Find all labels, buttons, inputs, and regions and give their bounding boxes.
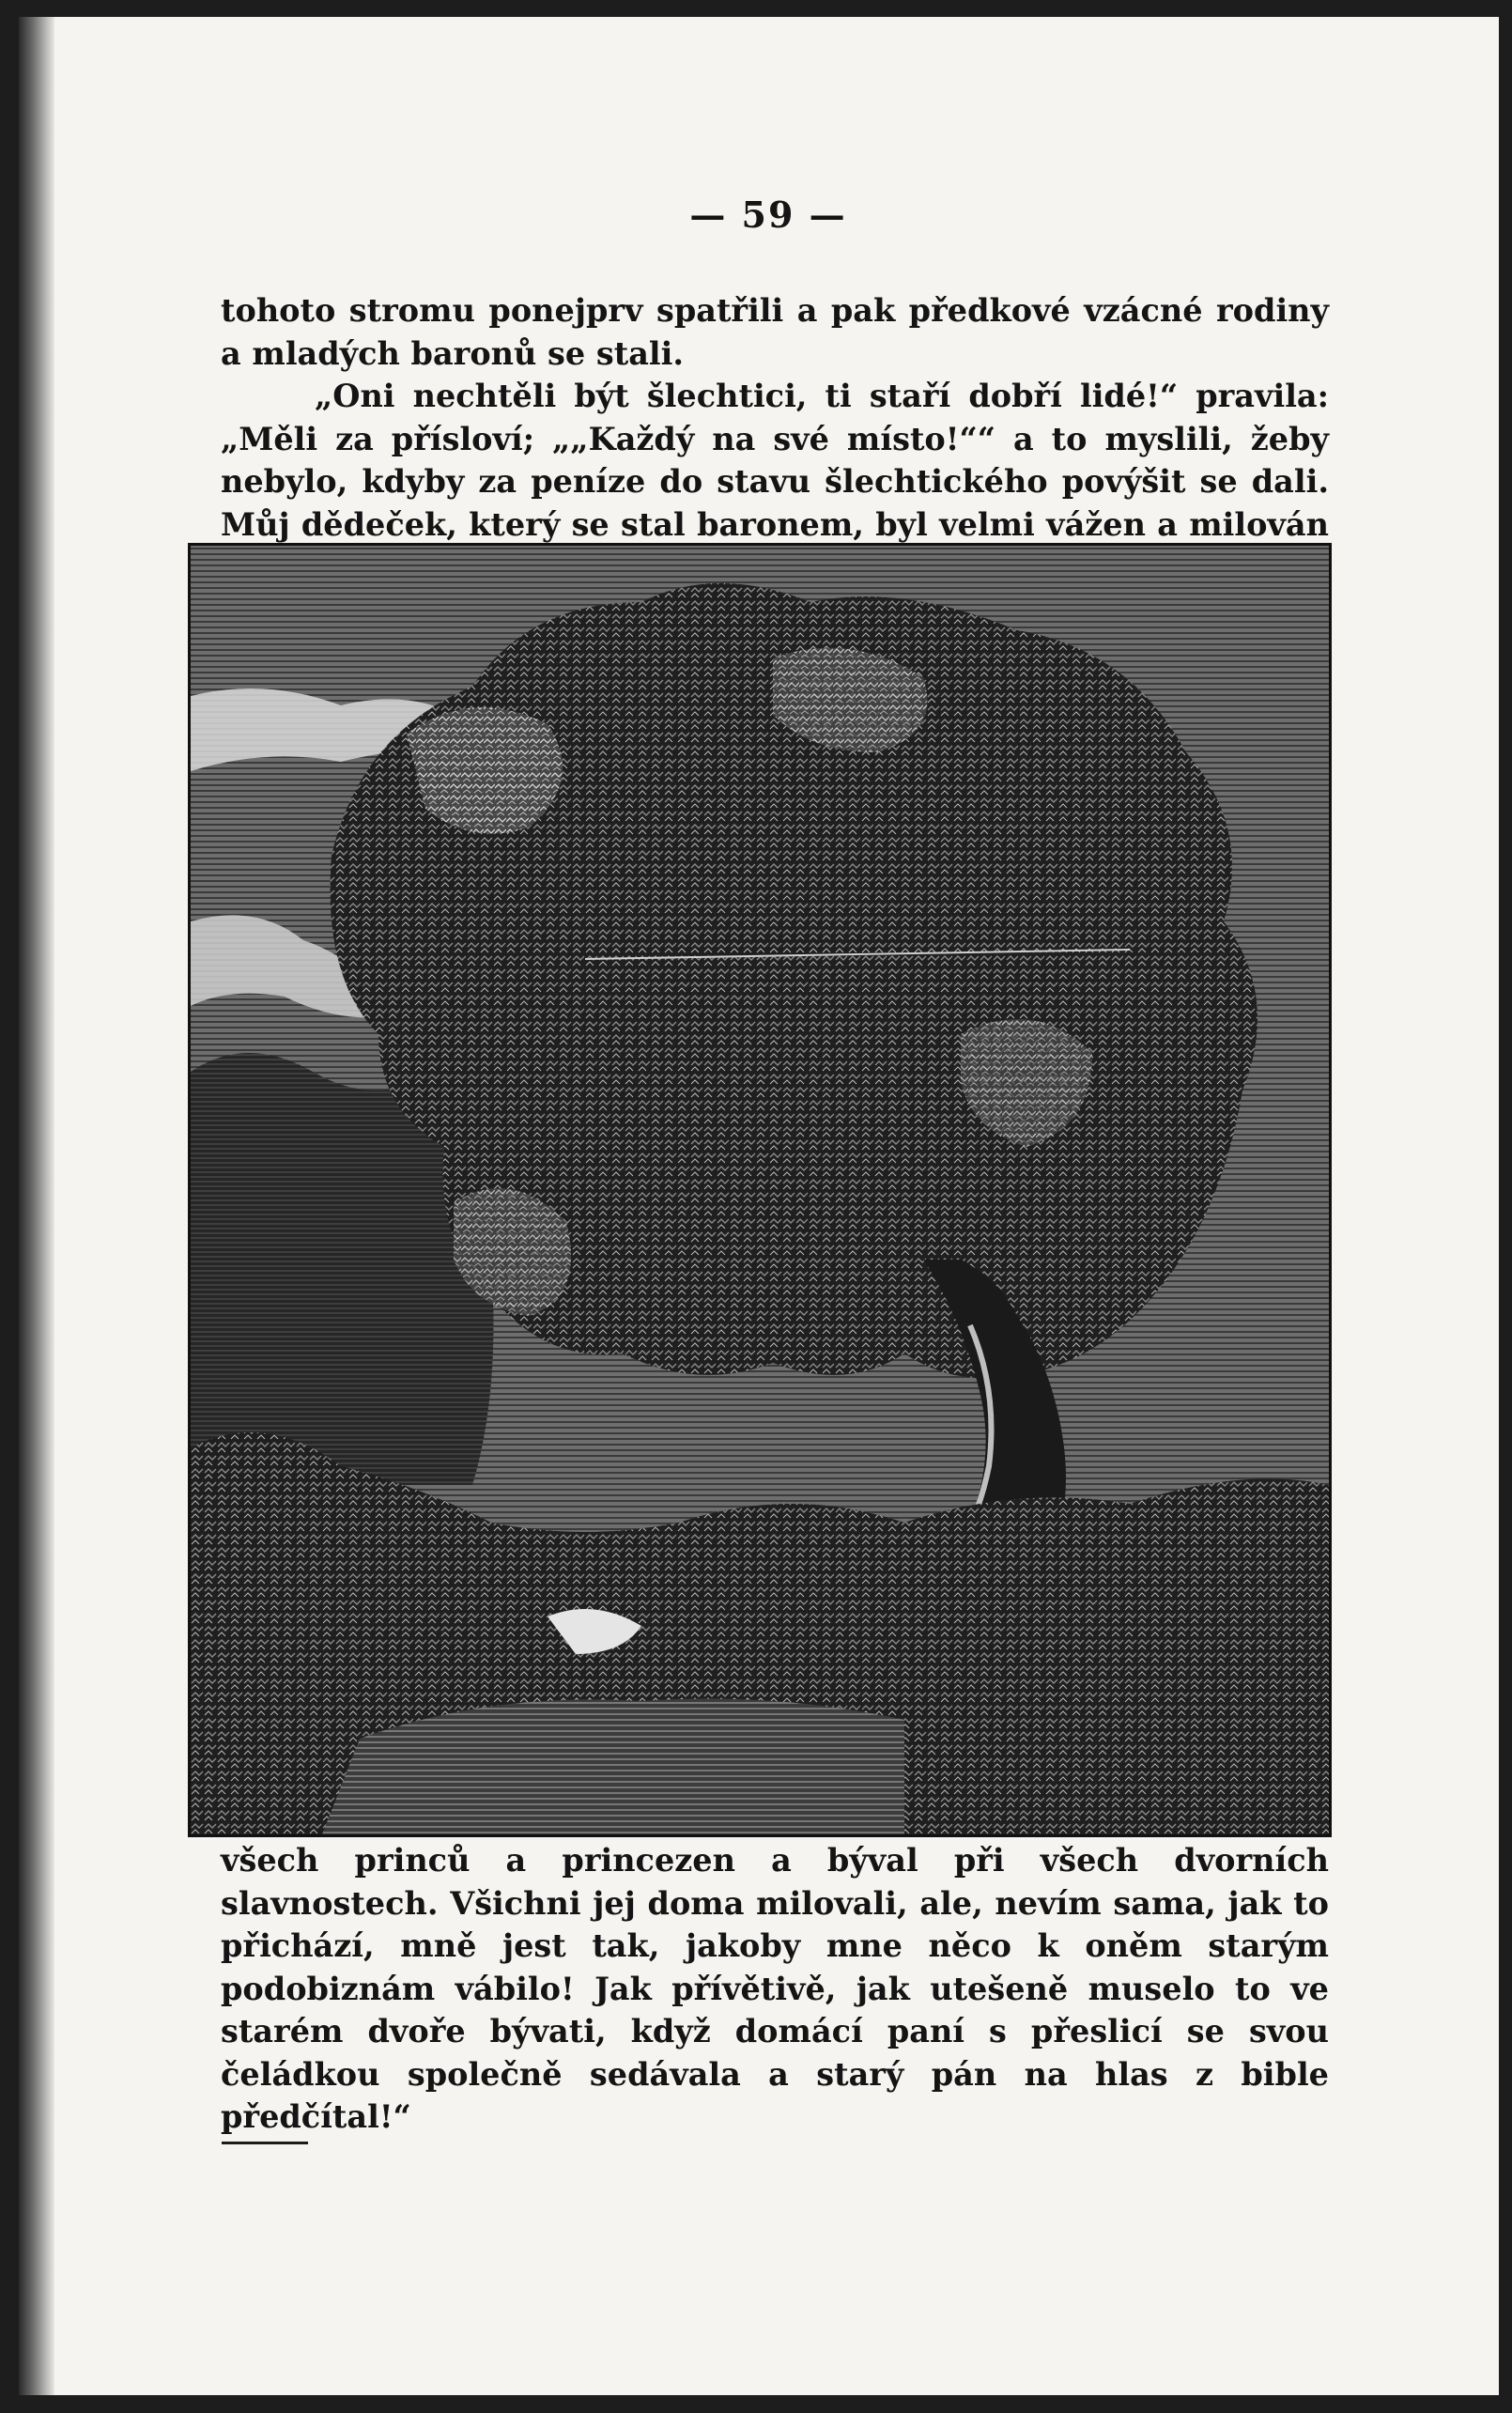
paragraph-quote: „Oni nechtěli být šlechtici, ti staří dobří lidé!“ pravila: „Měli za přísloví; „„Každý na své místo!““ a to myslili, žeby nebylo, kdyby za peníze do stavu šlechtického povýšit se dali. Můj dědeček, který se stal baronem, byl velmi vážen a milován bbox=[221, 378, 1329, 543]
end-rule bbox=[222, 2142, 308, 2144]
tree-engraving-illustration bbox=[188, 543, 1332, 1837]
page-gutter-shadow bbox=[19, 17, 54, 2395]
book-page bbox=[19, 17, 1499, 2395]
page-number: — 59 — bbox=[689, 193, 847, 236]
paragraph-continuation: tohoto stromu ponejprv spatřili a pak předkové vzácné rodiny a mladých baronů se stali. bbox=[221, 292, 1329, 372]
paragraph-continuation-bottom: všech princů a princezen a býval při všech dvorních slavnostech. Všichni jej doma milovali, ale, nevím sama, jak to přichází, mně jest tak, jakoby mne něco k oněm starým podobiznám vábilo! Jak přívětivě, jak utešeně muselo to ve starém dvoře bývati, když domácí paní s přeslicí se svou čeládkou společně sedávala a starý pán na hlas z bible předčítal!“ bbox=[221, 1842, 1329, 2135]
text-block-bottom bbox=[221, 1839, 1329, 2139]
